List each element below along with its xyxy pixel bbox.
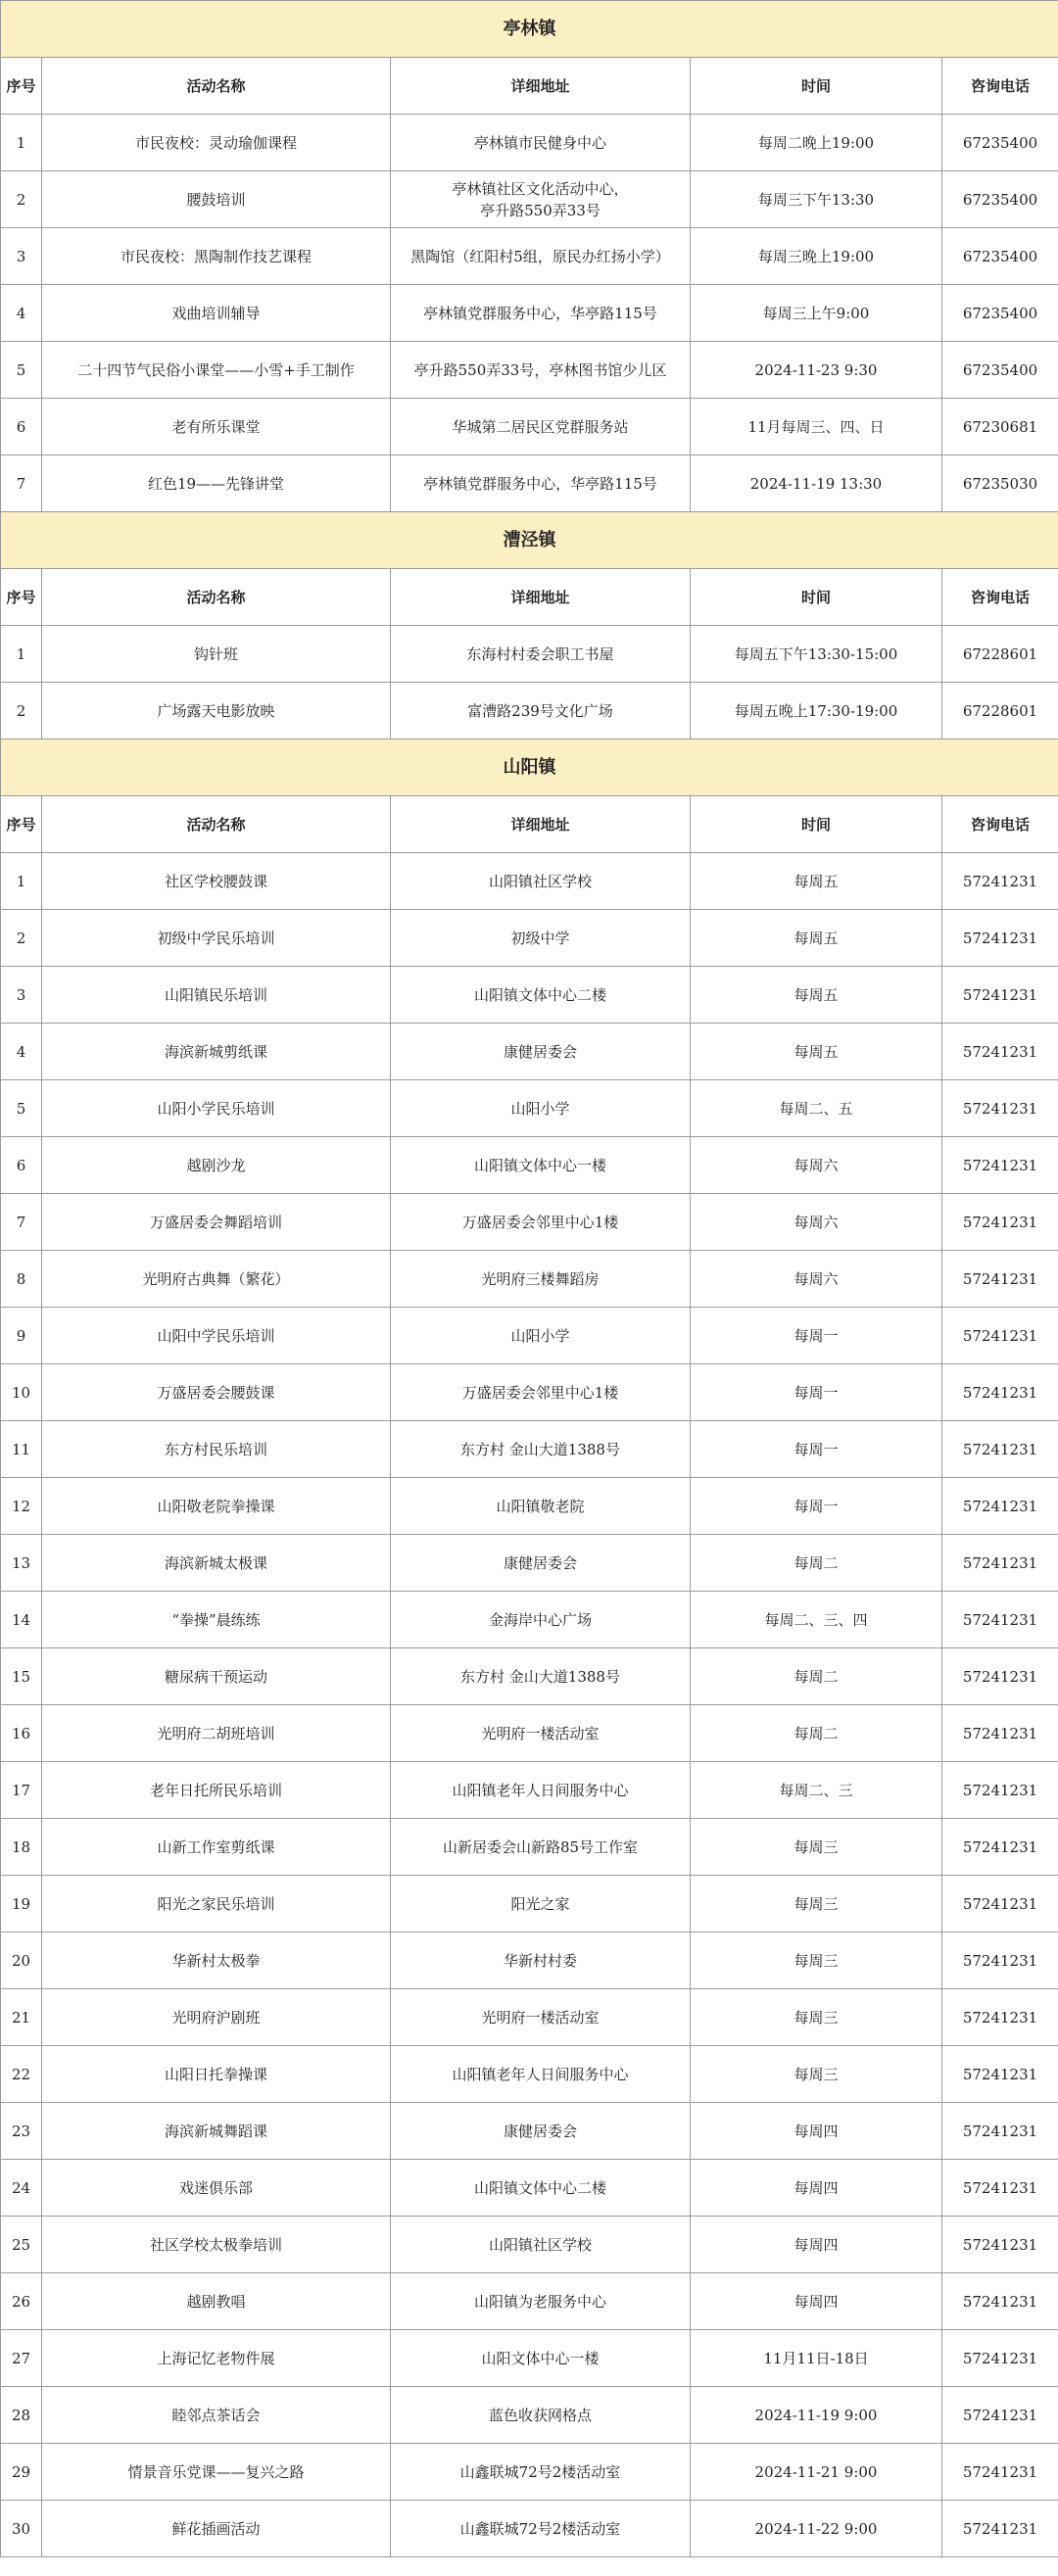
phone-cell: 57241231 — [942, 910, 1058, 967]
phone-cell: 57241231 — [942, 2160, 1058, 2217]
address-cell: 山阳镇敬老院 — [391, 1478, 691, 1535]
phone-cell: 57241231 — [942, 1251, 1058, 1308]
table-row — [1, 1024, 1058, 1080]
table-row — [1, 2387, 1058, 2444]
time-cell: 每周三晚上19:00 — [691, 228, 942, 285]
activity-name-cell: 老有所乐课堂 — [42, 399, 391, 455]
address-cell: 山阳镇老年人日间服务中心 — [391, 2046, 691, 2103]
table-row — [1, 1308, 1058, 1364]
table-row — [1, 2160, 1058, 2217]
seq-cell: 10 — [1, 1364, 42, 1421]
phone-cell: 57241231 — [942, 1819, 1058, 1876]
column-header: 咨询电话 — [942, 569, 1058, 626]
seq-cell: 4 — [1, 1024, 42, 1080]
phone-cell: 67235400 — [942, 115, 1058, 171]
time-cell: 11月11日-18日 — [691, 2330, 942, 2387]
table-row — [1, 1478, 1058, 1535]
seq-cell: 27 — [1, 2330, 42, 2387]
seq-cell: 23 — [1, 2103, 42, 2160]
seq-cell: 29 — [1, 2444, 42, 2501]
seq-cell: 15 — [1, 1648, 42, 1705]
address-cell: 富漕路239号文化广场 — [391, 683, 691, 739]
phone-cell: 57241231 — [942, 967, 1058, 1024]
activity-name-cell: 越剧沙龙 — [42, 1137, 391, 1194]
phone-cell: 57241231 — [942, 1137, 1058, 1194]
table-row — [1, 1989, 1058, 2046]
activity-name-cell: 光明府古典舞（繁花） — [42, 1251, 391, 1308]
time-cell: 2024-11-19 9:00 — [691, 2387, 942, 2444]
address-cell: 华城第二居民区党群服务站 — [391, 399, 691, 455]
time-cell: 每周五 — [691, 967, 942, 1024]
seq-cell: 7 — [1, 455, 42, 512]
column-header-row — [1, 796, 1058, 853]
seq-cell: 19 — [1, 1876, 42, 1932]
address-cell: 亭林镇党群服务中心，华亭路115号 — [391, 455, 691, 512]
table-row — [1, 1592, 1058, 1648]
seq-cell: 1 — [1, 626, 42, 683]
address-cell: 康健居委会 — [391, 1535, 691, 1592]
phone-cell: 57241231 — [942, 2387, 1058, 2444]
table-row — [1, 342, 1058, 399]
address-cell: 山鑫联城72号2楼活动室 — [391, 2501, 691, 2557]
phone-cell: 57241231 — [942, 2217, 1058, 2273]
phone-cell: 57241231 — [942, 1421, 1058, 1478]
phone-cell: 67235400 — [942, 285, 1058, 342]
phone-cell: 57241231 — [942, 2330, 1058, 2387]
address-cell: 东方村 金山大道1388号 — [391, 1421, 691, 1478]
seq-cell: 30 — [1, 2501, 42, 2557]
column-header: 时间 — [691, 796, 942, 853]
table-row — [1, 1421, 1058, 1478]
phone-cell: 57241231 — [942, 1932, 1058, 1989]
time-cell: 每周二、三 — [691, 1762, 942, 1819]
activity-name-cell: 越剧教唱 — [42, 2273, 391, 2330]
seq-cell: 2 — [1, 683, 42, 739]
column-header: 序号 — [1, 58, 42, 115]
table-row — [1, 455, 1058, 512]
activity-name-cell: 二十四节气民俗小课堂——小雪+手工制作 — [42, 342, 391, 399]
phone-cell: 57241231 — [942, 2046, 1058, 2103]
activity-name-cell: 山新工作室剪纸课 — [42, 1819, 391, 1876]
address-cell: 山阳小学 — [391, 1080, 691, 1137]
time-cell: 每周三 — [691, 2046, 942, 2103]
address-cell: 亭林镇党群服务中心，华亭路115号 — [391, 285, 691, 342]
address-cell: 康健居委会 — [391, 2103, 691, 2160]
time-cell: 每周三 — [691, 1932, 942, 1989]
address-cell: 山阳镇文体中心二楼 — [391, 2160, 691, 2217]
seq-cell: 3 — [1, 228, 42, 285]
section-title: 山阳镇 — [1, 739, 1058, 796]
time-cell: 2024-11-22 9:00 — [691, 2501, 942, 2557]
column-header: 序号 — [1, 796, 42, 853]
time-cell: 每周三 — [691, 1989, 942, 2046]
column-header: 活动名称 — [42, 58, 391, 115]
phone-cell: 67235400 — [942, 342, 1058, 399]
time-cell: 每周三 — [691, 1876, 942, 1932]
address-cell: 山阳镇社区学校 — [391, 2217, 691, 2273]
seq-cell: 13 — [1, 1535, 42, 1592]
table-row — [1, 2330, 1058, 2387]
seq-cell: 6 — [1, 399, 42, 455]
table-row — [1, 1762, 1058, 1819]
seq-cell: 24 — [1, 2160, 42, 2217]
column-header: 咨询电话 — [942, 796, 1058, 853]
seq-cell: 28 — [1, 2387, 42, 2444]
phone-cell: 57241231 — [942, 1364, 1058, 1421]
time-cell: 2024-11-19 13:30 — [691, 455, 942, 512]
activity-name-cell: 情景音乐党课——复兴之路 — [42, 2444, 391, 2501]
column-header: 详细地址 — [391, 569, 691, 626]
activity-name-cell: 市民夜校：灵动瑜伽课程 — [42, 115, 391, 171]
seq-cell: 5 — [1, 342, 42, 399]
section-title: 漕泾镇 — [1, 512, 1058, 569]
address-cell: 东方村 金山大道1388号 — [391, 1648, 691, 1705]
address-cell: 山阳镇文体中心二楼 — [391, 967, 691, 1024]
time-cell: 每周五 — [691, 910, 942, 967]
activity-name-cell: 万盛居委会舞蹈培训 — [42, 1194, 391, 1251]
table-row — [1, 1705, 1058, 1762]
table-row — [1, 853, 1058, 910]
time-cell: 每周六 — [691, 1194, 942, 1251]
seq-cell: 5 — [1, 1080, 42, 1137]
activity-name-cell: “拳操”晨练练 — [42, 1592, 391, 1648]
activity-name-cell: 阳光之家民乐培训 — [42, 1876, 391, 1932]
time-cell: 每周二晚上19:00 — [691, 115, 942, 171]
table-row — [1, 1876, 1058, 1932]
time-cell: 每周四 — [691, 2103, 942, 2160]
table-row — [1, 683, 1058, 739]
seq-cell: 16 — [1, 1705, 42, 1762]
address-cell: 光明府一楼活动室 — [391, 1705, 691, 1762]
table-row — [1, 1194, 1058, 1251]
table-row — [1, 1364, 1058, 1421]
activity-name-cell: 钩针班 — [42, 626, 391, 683]
phone-cell: 57241231 — [942, 1705, 1058, 1762]
activity-name-cell: 万盛居委会腰鼓课 — [42, 1364, 391, 1421]
address-cell: 山阳文体中心一楼 — [391, 2330, 691, 2387]
column-header: 咨询电话 — [942, 58, 1058, 115]
seq-cell: 2 — [1, 171, 42, 228]
table-row — [1, 399, 1058, 455]
time-cell: 11月每周三、四、日 — [691, 399, 942, 455]
phone-cell: 57241231 — [942, 1535, 1058, 1592]
phone-cell: 57241231 — [942, 853, 1058, 910]
phone-cell: 57241231 — [942, 1592, 1058, 1648]
time-cell: 每周四 — [691, 2160, 942, 2217]
time-cell: 每周六 — [691, 1137, 942, 1194]
column-header: 活动名称 — [42, 796, 391, 853]
activity-name-cell: 社区学校太极拳培训 — [42, 2217, 391, 2273]
seq-cell: 25 — [1, 2217, 42, 2273]
time-cell: 每周五 — [691, 1024, 942, 1080]
seq-cell: 2 — [1, 910, 42, 967]
table-row — [1, 967, 1058, 1024]
time-cell: 每周一 — [691, 1308, 942, 1364]
table-row — [1, 626, 1058, 683]
section-title: 亭林镇 — [1, 1, 1058, 58]
time-cell: 每周二 — [691, 1648, 942, 1705]
seq-cell: 22 — [1, 2046, 42, 2103]
phone-cell: 57241231 — [942, 1762, 1058, 1819]
table-row — [1, 2273, 1058, 2330]
activity-name-cell: 光明府二胡班培训 — [42, 1705, 391, 1762]
activity-name-cell: 腰鼓培训 — [42, 171, 391, 228]
phone-cell: 57241231 — [942, 1024, 1058, 1080]
time-cell: 每周四 — [691, 2217, 942, 2273]
column-header-row — [1, 58, 1058, 115]
table-row — [1, 115, 1058, 171]
table-row — [1, 2217, 1058, 2273]
activity-name-cell: 光明府沪剧班 — [42, 1989, 391, 2046]
address-cell: 光明府三楼舞蹈房 — [391, 1251, 691, 1308]
seq-cell: 1 — [1, 115, 42, 171]
phone-cell: 57241231 — [942, 1648, 1058, 1705]
table-row — [1, 1137, 1058, 1194]
phone-cell: 67228601 — [942, 683, 1058, 739]
time-cell: 每周五下午13:30-15:00 — [691, 626, 942, 683]
table-row — [1, 2046, 1058, 2103]
time-cell: 每周五 — [691, 853, 942, 910]
seq-cell: 8 — [1, 1251, 42, 1308]
phone-cell: 57241231 — [942, 1194, 1058, 1251]
activity-name-cell: 海滨新城舞蹈课 — [42, 2103, 391, 2160]
column-header-row — [1, 569, 1058, 626]
table-row — [1, 2501, 1058, 2557]
time-cell: 每周二 — [691, 1705, 942, 1762]
seq-cell: 9 — [1, 1308, 42, 1364]
table-row — [1, 1932, 1058, 1989]
phone-cell: 57241231 — [942, 1478, 1058, 1535]
time-cell: 每周二 — [691, 1535, 942, 1592]
seq-cell: 7 — [1, 1194, 42, 1251]
column-header: 活动名称 — [42, 569, 391, 626]
address-cell: 亭林镇社区文化活动中心， 亭升路550弄33号 — [391, 171, 691, 228]
seq-cell: 6 — [1, 1137, 42, 1194]
time-cell: 每周二、五 — [691, 1080, 942, 1137]
seq-cell: 4 — [1, 285, 42, 342]
phone-cell: 57241231 — [942, 1876, 1058, 1932]
seq-cell: 17 — [1, 1762, 42, 1819]
activity-name-cell: 华新村太极拳 — [42, 1932, 391, 1989]
column-header: 时间 — [691, 569, 942, 626]
address-cell: 金海岸中心广场 — [391, 1592, 691, 1648]
address-cell: 亭林镇市民健身中心 — [391, 115, 691, 171]
table-row — [1, 910, 1058, 967]
phone-cell: 57241231 — [942, 1308, 1058, 1364]
address-cell: 山鑫联城72号2楼活动室 — [391, 2444, 691, 2501]
phone-cell: 67228601 — [942, 626, 1058, 683]
time-cell: 每周三上午9:00 — [691, 285, 942, 342]
table-row — [1, 1819, 1058, 1876]
activity-name-cell: 红色19——先锋讲堂 — [42, 455, 391, 512]
address-cell: 山阳镇为老服务中心 — [391, 2273, 691, 2330]
activity-name-cell: 广场露天电影放映 — [42, 683, 391, 739]
section-header-row — [1, 512, 1058, 569]
address-cell: 阳光之家 — [391, 1876, 691, 1932]
time-cell: 每周一 — [691, 1421, 942, 1478]
column-header: 序号 — [1, 569, 42, 626]
table-row — [1, 171, 1058, 228]
activity-name-cell: 东方村民乐培训 — [42, 1421, 391, 1478]
section-header-row — [1, 739, 1058, 796]
time-cell: 2024-11-23 9:30 — [691, 342, 942, 399]
seq-cell: 21 — [1, 1989, 42, 2046]
time-cell: 每周一 — [691, 1364, 942, 1421]
activity-name-cell: 上海记忆老物件展 — [42, 2330, 391, 2387]
activity-name-cell: 睦邻点茶话会 — [42, 2387, 391, 2444]
phone-cell: 67235400 — [942, 171, 1058, 228]
address-cell: 万盛居委会邻里中心1楼 — [391, 1194, 691, 1251]
phone-cell: 57241231 — [942, 2273, 1058, 2330]
activity-name-cell: 戏迷俱乐部 — [42, 2160, 391, 2217]
activity-name-cell: 山阳中学民乐培训 — [42, 1308, 391, 1364]
time-cell: 每周五晚上17:30-19:00 — [691, 683, 942, 739]
phone-cell: 57241231 — [942, 2103, 1058, 2160]
activity-name-cell: 戏曲培训辅导 — [42, 285, 391, 342]
seq-cell: 14 — [1, 1592, 42, 1648]
column-header: 详细地址 — [391, 58, 691, 115]
time-cell: 每周三 — [691, 1819, 942, 1876]
table-row — [1, 1535, 1058, 1592]
phone-cell: 57241231 — [942, 2501, 1058, 2557]
table-row — [1, 1080, 1058, 1137]
address-cell: 山阳镇社区学校 — [391, 853, 691, 910]
address-cell: 康健居委会 — [391, 1024, 691, 1080]
table-row — [1, 1251, 1058, 1308]
phone-cell: 67235400 — [942, 228, 1058, 285]
activity-name-cell: 初级中学民乐培训 — [42, 910, 391, 967]
address-cell: 山阳镇老年人日间服务中心 — [391, 1762, 691, 1819]
activity-name-cell: 市民夜校：黑陶制作技艺课程 — [42, 228, 391, 285]
seq-cell: 12 — [1, 1478, 42, 1535]
address-cell: 初级中学 — [391, 910, 691, 967]
time-cell: 每周二、三、四 — [691, 1592, 942, 1648]
time-cell: 每周三下午13:30 — [691, 171, 942, 228]
address-cell: 黑陶馆（红阳村5组，原民办红扬小学） — [391, 228, 691, 285]
address-cell: 山阳小学 — [391, 1308, 691, 1364]
activity-name-cell: 山阳小学民乐培训 — [42, 1080, 391, 1137]
activity-name-cell: 社区学校腰鼓课 — [42, 853, 391, 910]
activity-name-cell: 山阳日托拳操课 — [42, 2046, 391, 2103]
phone-cell: 57241231 — [942, 1080, 1058, 1137]
seq-cell: 20 — [1, 1932, 42, 1989]
table-row — [1, 285, 1058, 342]
activity-name-cell: 老年日托所民乐培训 — [42, 1762, 391, 1819]
address-cell: 蓝色收获网格点 — [391, 2387, 691, 2444]
activity-name-cell: 山阳敬老院拳操课 — [42, 1478, 391, 1535]
column-header: 时间 — [691, 58, 942, 115]
address-cell: 华新村村委 — [391, 1932, 691, 1989]
time-cell: 每周六 — [691, 1251, 942, 1308]
activity-name-cell: 海滨新城剪纸课 — [42, 1024, 391, 1080]
phone-cell: 67230681 — [942, 399, 1058, 455]
seq-cell: 11 — [1, 1421, 42, 1478]
phone-cell: 57241231 — [942, 1989, 1058, 2046]
address-cell: 亭升路550弄33号，亭林图书馆少儿区 — [391, 342, 691, 399]
phone-cell: 57241231 — [942, 2444, 1058, 2501]
seq-cell: 18 — [1, 1819, 42, 1876]
seq-cell: 3 — [1, 967, 42, 1024]
activity-name-cell: 鲜花插画活动 — [42, 2501, 391, 2557]
table-row — [1, 2103, 1058, 2160]
time-cell: 每周一 — [691, 1478, 942, 1535]
column-header: 详细地址 — [391, 796, 691, 853]
table-row — [1, 1648, 1058, 1705]
seq-cell: 1 — [1, 853, 42, 910]
address-cell: 万盛居委会邻里中心1楼 — [391, 1364, 691, 1421]
time-cell: 每周四 — [691, 2273, 942, 2330]
table-row — [1, 2444, 1058, 2501]
address-cell: 东海村村委会职工书屋 — [391, 626, 691, 683]
address-cell: 山新居委会山新路85号工作室 — [391, 1819, 691, 1876]
activity-name-cell: 山阳镇民乐培训 — [42, 967, 391, 1024]
section-header-row — [1, 1, 1058, 58]
address-cell: 光明府一楼活动室 — [391, 1989, 691, 2046]
seq-cell: 26 — [1, 2273, 42, 2330]
activity-name-cell: 糖尿病干预运动 — [42, 1648, 391, 1705]
phone-cell: 67235030 — [942, 455, 1058, 512]
table-row — [1, 228, 1058, 285]
activity-name-cell: 海滨新城太极课 — [42, 1535, 391, 1592]
time-cell: 2024-11-21 9:00 — [691, 2444, 942, 2501]
address-cell: 山阳镇文体中心一楼 — [391, 1137, 691, 1194]
